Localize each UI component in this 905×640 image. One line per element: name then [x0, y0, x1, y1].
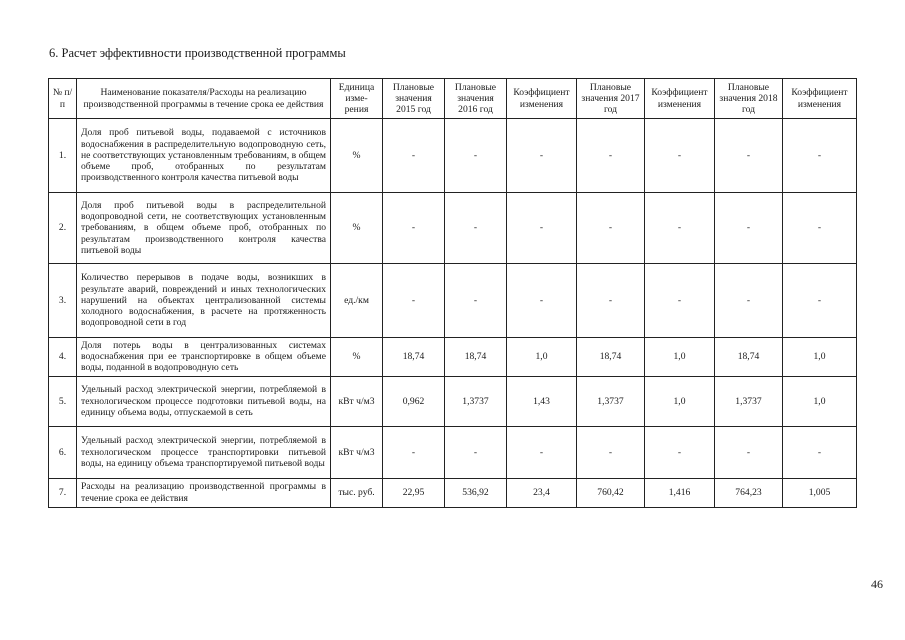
unit-cell: % — [331, 193, 383, 264]
value-cell: - — [507, 119, 577, 193]
indicator-name: Доля проб питьевой воды в распределительной водопроводной сети, не соответствующих установленным требованиям, в общем объеме проб, отобранных по результатам производственного контроля качества питьевой воды — [77, 193, 331, 264]
header-unit: Единица изме-рения — [331, 79, 383, 119]
value-cell: - — [383, 119, 445, 193]
value-cell: 1,3737 — [445, 376, 507, 426]
value-cell: 18,74 — [445, 338, 507, 377]
value-cell: 1,416 — [645, 478, 715, 507]
section-title: 6. Расчет эффективности производственной программы — [49, 46, 346, 60]
row-number: 3. — [49, 264, 77, 338]
table-row — [49, 426, 857, 478]
indicator-name: Доля проб питьевой воды, подаваемой с источников водоснабжения в распределительную водопроводную сеть, не соответствующих установленным требованиям, в общем объеме проб, отобранных по результатам производственного контроля качества питьевой воды — [77, 119, 331, 193]
header-name: Наименование показателя/Расходы на реализацию производственной программы в течение срока ее действия — [77, 79, 331, 119]
table-row — [49, 478, 857, 507]
value-cell: 1,0 — [783, 376, 857, 426]
value-cell: - — [445, 193, 507, 264]
value-cell: - — [577, 264, 645, 338]
unit-cell: кВт ч/м3 — [331, 426, 383, 478]
page-number: 46 — [871, 577, 883, 591]
table-row — [49, 264, 857, 338]
value-cell: 760,42 — [577, 478, 645, 507]
row-number: 2. — [49, 193, 77, 264]
indicator-name: Доля потерь воды в централизованных системах водоснабжения при ее транспортировке в общем объеме воды, поданной в водопроводную сеть — [77, 338, 331, 377]
value-cell: - — [383, 193, 445, 264]
efficiency-table — [48, 78, 857, 508]
value-cell: 1,3737 — [577, 376, 645, 426]
header-coef-2017: Коэффициент изменения — [645, 79, 715, 119]
row-number: 1. — [49, 119, 77, 193]
value-cell: - — [645, 264, 715, 338]
row-number: 4. — [49, 338, 77, 377]
header-coef-2016: Коэффициент изменения — [507, 79, 577, 119]
value-cell: 1,43 — [507, 376, 577, 426]
table-row — [49, 193, 857, 264]
value-cell: - — [715, 264, 783, 338]
value-cell: - — [507, 193, 577, 264]
value-cell: - — [507, 426, 577, 478]
value-cell: 18,74 — [577, 338, 645, 377]
indicator-name: Удельный расход электрической энергии, потребляемой в технологическом процессе транспортировки питьевой воды, на единицу объема транспортируемой питьевой воды — [77, 426, 331, 478]
header-coef-2018: Коэффициент изменения — [783, 79, 857, 119]
value-cell: 1,0 — [645, 338, 715, 377]
value-cell: - — [783, 193, 857, 264]
value-cell: 1,005 — [783, 478, 857, 507]
header-plan-2017: Плановые значения 2017 год — [577, 79, 645, 119]
value-cell: 536,92 — [445, 478, 507, 507]
unit-cell: % — [331, 119, 383, 193]
value-cell: - — [645, 119, 715, 193]
value-cell: 1,0 — [783, 338, 857, 377]
value-cell: - — [577, 426, 645, 478]
value-cell: 18,74 — [383, 338, 445, 377]
table-row — [49, 119, 857, 193]
value-cell: 1,0 — [645, 376, 715, 426]
value-cell: - — [715, 426, 783, 478]
value-cell: - — [645, 426, 715, 478]
unit-cell: % — [331, 338, 383, 377]
header-plan-2018: Плановые значения 2018 год — [715, 79, 783, 119]
value-cell: - — [783, 426, 857, 478]
value-cell: - — [783, 264, 857, 338]
value-cell: - — [445, 426, 507, 478]
row-number: 6. — [49, 426, 77, 478]
unit-cell: кВт ч/м3 — [331, 376, 383, 426]
row-number: 7. — [49, 478, 77, 507]
value-cell: - — [715, 119, 783, 193]
value-cell: 1,0 — [507, 338, 577, 377]
header-num: № п/п — [49, 79, 77, 119]
value-cell: - — [383, 264, 445, 338]
value-cell: - — [507, 264, 577, 338]
unit-cell: ед./км — [331, 264, 383, 338]
value-cell: - — [577, 119, 645, 193]
unit-cell: тыс. руб. — [331, 478, 383, 507]
table-row — [49, 376, 857, 426]
indicator-name: Количество перерывов в подаче воды, возникших в результате аварий, повреждений и иных технологических нарушений на объектах централизованной системы холодного водоснабжения, в расчете на протяженность водопроводной сети в год — [77, 264, 331, 338]
table-row — [49, 338, 857, 377]
value-cell: 22,95 — [383, 478, 445, 507]
value-cell: - — [783, 119, 857, 193]
header-plan-2015: Плановые значения 2015 год — [383, 79, 445, 119]
value-cell: 1,3737 — [715, 376, 783, 426]
row-number: 5. — [49, 376, 77, 426]
value-cell: - — [577, 193, 645, 264]
value-cell: 764,23 — [715, 478, 783, 507]
value-cell: - — [445, 264, 507, 338]
value-cell: 0,962 — [383, 376, 445, 426]
header-row — [49, 79, 857, 119]
value-cell: 18,74 — [715, 338, 783, 377]
value-cell: 23,4 — [507, 478, 577, 507]
value-cell: - — [383, 426, 445, 478]
indicator-name: Удельный расход электрической энергии, потребляемой в технологическом процессе подготовки питьевой воды, на единицу объема воды, отпускаемой в сеть — [77, 376, 331, 426]
value-cell: - — [715, 193, 783, 264]
indicator-name: Расходы на реализацию производственной программы в течение срока ее действия — [77, 478, 331, 507]
header-plan-2016: Плановые значения 2016 год — [445, 79, 507, 119]
value-cell: - — [645, 193, 715, 264]
value-cell: - — [445, 119, 507, 193]
